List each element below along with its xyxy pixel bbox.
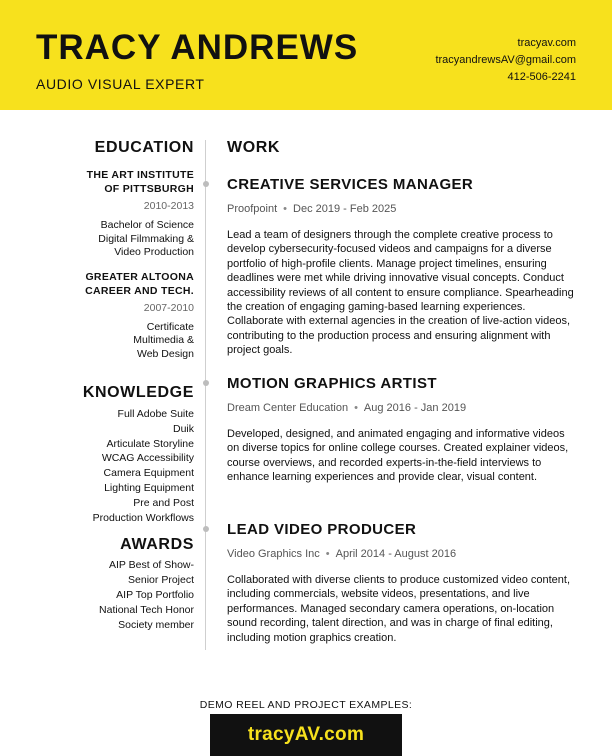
knowledge-item: Duik [172,422,194,435]
job-company: Video Graphics Inc [227,548,320,560]
school-name-line: GREATER ALTOONA [85,270,194,283]
knowledge-item: Lighting Equipment [104,481,194,494]
degree-line: Video Production [114,246,194,258]
meta-separator: • [325,548,330,560]
job-meta [227,201,577,217]
education-heading: EDUCATION [94,139,194,156]
candidate-name: TRACY ANDREWS [36,28,359,67]
award-item: AIP Top Portfolio [116,588,194,601]
job-meta [227,546,577,562]
meta-separator: • [283,203,288,215]
phone-number: 412-506-2241 [507,71,576,83]
work-column [227,138,577,644]
school-name-line: OF PITTSBURGH [104,183,194,195]
degree [60,321,194,362]
job-company: Dream Center Education [227,402,349,414]
website-link[interactable]: tracyav.com [517,37,576,49]
demo-label: DEMO REEL AND PROJECT EXAMPLES: [199,699,413,711]
timeline-dot [203,181,209,187]
demo-link-box[interactable] [210,714,402,756]
contact-block [435,35,576,86]
award-item: Senior Project [128,574,194,587]
job-entry [227,374,577,485]
knowledge-heading: KNOWLEDGE [82,384,194,401]
knowledge-item: Articulate Storyline [106,437,194,450]
knowledge-item: Production Workflows [92,511,194,524]
awards-heading: AWARDS [120,536,194,554]
school-entry [60,168,194,260]
job-entry [227,175,577,358]
school-name [60,168,194,196]
award-item: AIP Best of Show- [108,559,194,572]
school-entry [60,270,194,362]
header-banner [0,0,612,110]
job-dates: Aug 2016 - Jan 2019 [363,402,467,414]
knowledge-item: Pre and Post [133,496,194,509]
degree-line: Web Design [136,347,194,360]
candidate-title: AUDIO VISUAL EXPERT [36,76,205,92]
job-title: MOTION GRAPHICS ARTIST [227,375,437,392]
degree-line: Bachelor of Science [100,219,194,231]
school-years: 2010-2013 [143,200,194,212]
left-column [60,138,194,632]
job-title: CREATIVE SERVICES MANAGER [227,176,474,193]
degree [60,219,194,260]
demo-link[interactable]: tracyAV.com [247,724,365,745]
email-link[interactable]: tracyandrewsAV@gmail.com [435,54,576,66]
work-heading: WORK [227,139,281,156]
knowledge-item: Full Adobe Suite [117,408,194,420]
timeline-divider [205,140,206,650]
knowledge-item: WCAG Accessibility [101,452,194,465]
meta-separator: • [354,402,358,414]
degree-line: Digital Filmmaking & [98,232,194,245]
knowledge-list [60,407,194,525]
job-dates: April 2014 - August 2016 [335,548,457,560]
degree-line: Multimedia & [133,334,194,346]
school-name-line: CAREER AND TECH. [85,284,194,297]
job-description: Collaborated with diverse clients to produce customized video content, including commercials, website videos, presentations, and live performances. Managed secondary camera operations, on-location sound recording, talent direction, and was in charge of final editing, including motion graphics creation. [227,574,571,644]
knowledge-item: Camera Equipment [103,467,194,480]
timeline-dot [203,380,209,386]
job-company: Proofpoint [227,203,278,215]
job-meta [227,400,577,416]
school-name-line: THE ART INSTITUTE [86,169,194,181]
awards-list [60,558,194,632]
school-years: 2007-2010 [143,301,194,314]
job-description: Developed, designed, and animated engaging and informative videos on diverse topics for online college courses. Created explainer videos, course overviews, and recorded experts-in-the-field interviews to enhance learning experiences and provide clear, visual content. [227,428,569,484]
school-name [60,270,194,298]
job-description: Lead a team of designers through the complete creative process to develop cybersecurity-focused videos and campaigns for a diverse portfolio of high-profile clients. Manage project timelines, ensuring deadlines were met while driving innovative visual concepts. Conduct accessibility reviews of all content to ensure compliance. Spearheading the creation of engaging gaming-based learning experiences. Collaborate with external agencies in the creation of live-action videos, contributing to the production process and ensuring alignment with project goals. [227,229,574,357]
degree-line: Certificate [146,320,194,333]
job-title: LEAD VIDEO PRODUCER [227,521,417,538]
timeline-dot [203,526,209,532]
award-item: National Tech Honor [99,603,194,616]
job-entry [227,520,577,645]
job-dates: Dec 2019 - Feb 2025 [293,203,397,215]
award-item: Society member [118,618,194,631]
